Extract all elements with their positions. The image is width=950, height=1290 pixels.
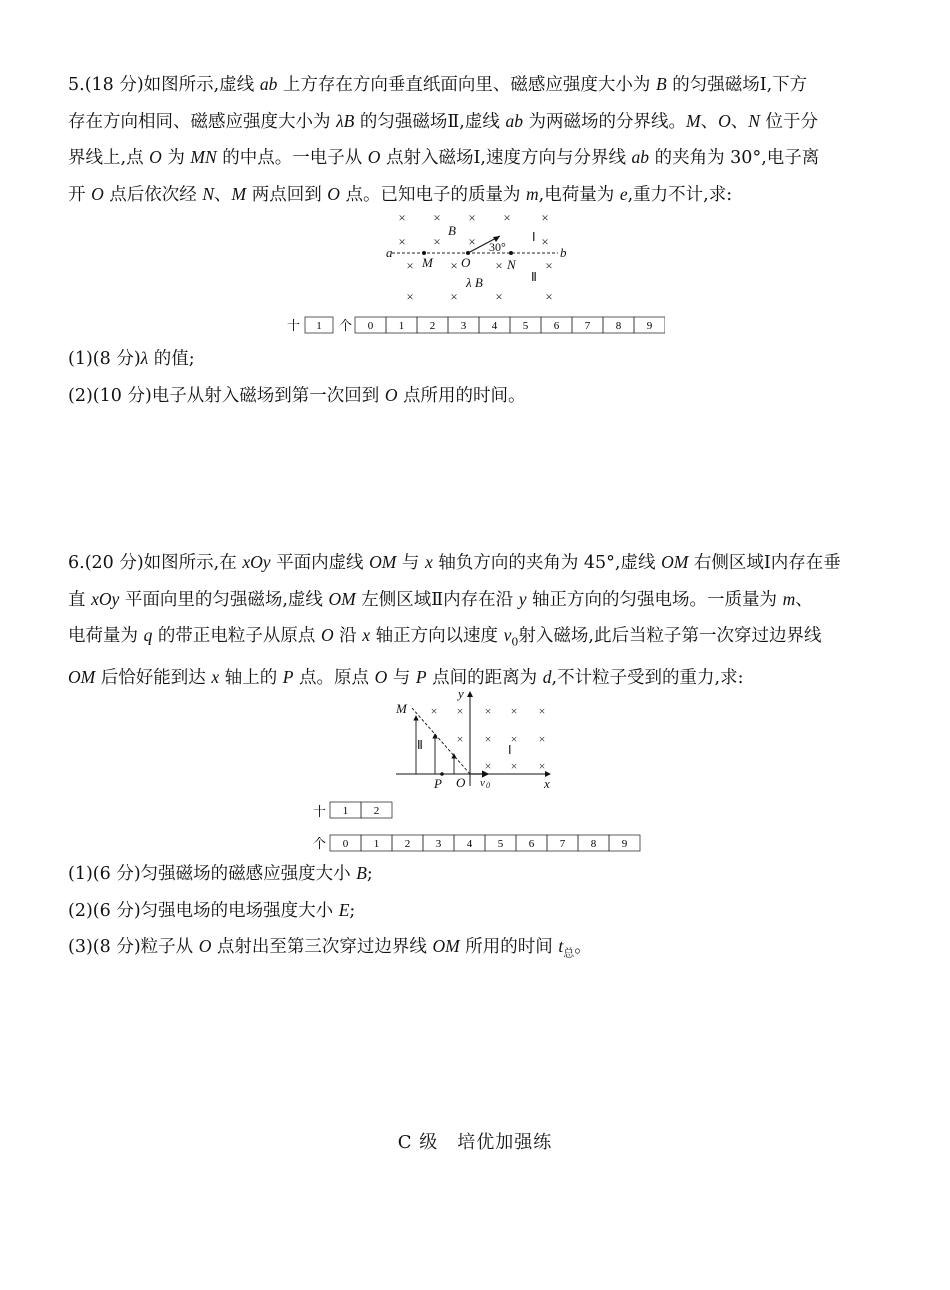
- ones-cells: [355, 317, 665, 333]
- digit-label: 1: [398, 320, 405, 332]
- cross-mark: ×: [398, 234, 406, 249]
- digit-label: 6: [553, 320, 560, 332]
- cross-mark: ×: [541, 234, 549, 249]
- q5-sub2: (2)(10 分)电子从射入磁场到第一次回到 O 点所用的时间。: [68, 384, 526, 406]
- digit-label: 4: [466, 838, 473, 850]
- tens-label: 十: [313, 804, 327, 819]
- region-II-label: Ⅱ: [417, 738, 423, 752]
- digit-label: 2: [429, 320, 436, 332]
- tens-cells: [330, 802, 392, 818]
- q5-magnetic-field-figure: [380, 208, 580, 312]
- cross-mark: ×: [468, 210, 476, 225]
- region-I-label: Ⅰ: [532, 230, 536, 244]
- digit-label: 9: [646, 320, 653, 332]
- label-y: y: [458, 686, 464, 701]
- cross-mark: ×: [503, 210, 511, 225]
- label-M: M: [396, 701, 407, 716]
- digit-label: 3: [460, 320, 467, 332]
- cross-mark: ×: [468, 234, 476, 249]
- label-v0: v: [480, 777, 485, 789]
- label-O: O: [461, 255, 471, 270]
- question-5-text: [68, 67, 890, 213]
- label-a: a: [386, 245, 393, 260]
- cross-mark: ×: [433, 210, 441, 225]
- cross-mark: ×: [538, 704, 546, 718]
- cross-mark: ×: [450, 258, 458, 273]
- q5-line: 开 O 点后依次经 N、M 两点回到 O 点。已知电子的质量为 m,电荷量为 e,重力不计,求:: [68, 183, 733, 205]
- q6-ones-strip: [312, 832, 652, 858]
- digit-label: 8: [590, 838, 597, 850]
- label-O: O: [456, 775, 466, 790]
- q6-field-figure: [392, 686, 562, 800]
- point-N: [509, 251, 513, 255]
- cross-mark: ×: [398, 210, 406, 225]
- q5-answer-digit-strip: [285, 314, 665, 340]
- label-v0-sub: 0: [486, 781, 490, 790]
- cross-mark: ×: [484, 732, 492, 746]
- cross-mark: ×: [456, 704, 464, 718]
- label-lambda-B: λ B: [466, 275, 483, 290]
- cross-mark: ×: [510, 704, 518, 718]
- q5-line: 5.(18 分)如图所示,虚线 ab 上方存在方向垂直纸面向里、磁感应强度大小为 B 的匀强磁场Ⅰ,下方: [68, 74, 808, 95]
- label-M: M: [422, 255, 433, 270]
- cross-mark: ×: [406, 289, 414, 304]
- ones-label: 个: [313, 836, 327, 851]
- region-I-label: Ⅰ: [508, 743, 512, 757]
- digit-label: 5: [522, 320, 529, 332]
- cross-mark: ×: [430, 704, 438, 718]
- cross-mark: ×: [484, 759, 492, 773]
- q6-sub1: (1)(6 分)匀强磁场的磁感应强度大小 B;: [68, 863, 373, 884]
- ones-cells: [330, 835, 640, 851]
- cross-mark: ×: [450, 289, 458, 304]
- cross-mark: ×: [484, 704, 492, 718]
- digit-label: 6: [528, 838, 535, 850]
- digit-label: 2: [373, 805, 380, 817]
- q6-line: 6.(20 分)如图所示,在 xOy 平面内虚线 OM 与 x 轴负方向的夹角为 45°,虚线 OM 右侧区域Ⅰ内存在垂: [68, 552, 841, 573]
- q6-line: OM 后恰好能到达 x 轴上的 P 点。原点 O 与 P 点间的距离为 d,不计粒子受到的重力,求:: [68, 667, 744, 688]
- label-P: P: [434, 776, 442, 791]
- q5-line: 存在方向相同、磁感应强度大小为 λB 的匀强磁场Ⅱ,虚线 ab 为两磁场的分界线。M、O、N 位于分: [68, 110, 818, 132]
- digit-label: 1: [342, 805, 349, 817]
- cross-mark: ×: [406, 258, 414, 273]
- cross-mark: ×: [545, 289, 553, 304]
- q6-line: 电荷量为 q 的带正电粒子从原点 O 沿 x 轴正方向以速度 $v_0$射入磁场,此后当粒子第一次穿过边界线: [68, 625, 822, 649]
- label-b: b: [560, 245, 567, 260]
- ones-label: 个: [339, 318, 353, 333]
- tens-cell: 1: [316, 320, 322, 332]
- q5-subquestions: [68, 341, 890, 414]
- digit-label: 3: [435, 838, 442, 850]
- region-II-label: Ⅱ: [531, 270, 537, 284]
- digit-label: 8: [615, 320, 622, 332]
- q5-line: 界线上,点 O 为 MN 的中点。一电子从 O 点射入磁场Ⅰ,速度方向与分界线 ab 的夹角为 30°,电子离: [68, 147, 820, 168]
- digit-label: 0: [342, 838, 349, 850]
- cross-mark: ×: [433, 234, 441, 249]
- label-x: x: [544, 776, 550, 791]
- digit-label: 2: [404, 838, 411, 850]
- q6-line: 直 xOy 平面向里的匀强磁场,虚线 OM 左侧区域Ⅱ内存在沿 y 轴正方向的匀强电场。一质量为 m、: [68, 588, 813, 610]
- angle-label: 30°: [489, 240, 506, 254]
- q6-subquestions: [68, 856, 890, 971]
- cross-mark: ×: [545, 258, 553, 273]
- q6-sub2: (2)(6 分)匀强电场的电场强度大小 E;: [68, 899, 356, 921]
- digit-label: 9: [621, 838, 628, 850]
- q5-sub1: (1)(8 分)λ 的值;: [68, 348, 195, 369]
- cross-mark: ×: [541, 210, 549, 225]
- digit-label: 7: [559, 838, 566, 850]
- question-6-text: [68, 545, 890, 697]
- cross-mark: ×: [495, 258, 503, 273]
- cross-mark: ×: [495, 289, 503, 304]
- cross-mark: ×: [456, 732, 464, 746]
- label-B: B: [448, 223, 456, 238]
- section-title: C 级 培优加强练: [397, 1132, 553, 1153]
- q6-sub3: (3)(8 分)粒子从 O 点射出至第三次穿过边界线 OM 所用的时间 $t_总$。: [68, 936, 592, 960]
- label-N: N: [507, 257, 516, 272]
- tens-label: 十: [287, 318, 301, 333]
- cross-mark: ×: [538, 759, 546, 773]
- digit-label: 4: [491, 320, 498, 332]
- cross-mark: ×: [510, 759, 518, 773]
- digit-label: 0: [367, 320, 374, 332]
- digit-label: 1: [373, 838, 380, 850]
- cross-mark: ×: [538, 732, 546, 746]
- cross-mark: ×: [510, 732, 518, 746]
- q6-tens-strip: [312, 801, 402, 825]
- digit-label: 7: [584, 320, 591, 332]
- digit-label: 5: [497, 838, 504, 850]
